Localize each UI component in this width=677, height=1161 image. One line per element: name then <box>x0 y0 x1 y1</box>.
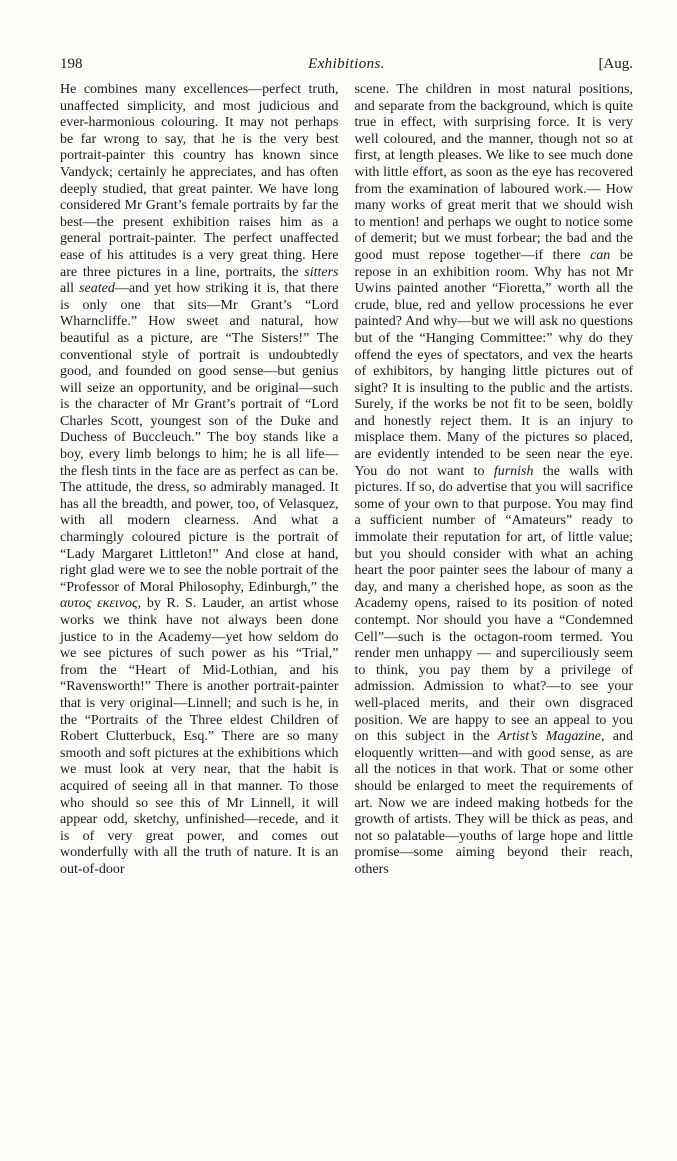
text-run: Artist’s Magazine <box>497 729 601 745</box>
text-run: , and eloquently written—and with good sense, as are all the notices in that work. That or some other should be enlarged to meet the requirements of art. Now we are indeed making hotbeds for the growth of artists. They will be thick as peas, and not so palatable—youths of large hope and little promise—some aiming beyond their reach, others <box>354 729 633 877</box>
text-run: furnish <box>493 463 534 479</box>
page-number: 198 <box>60 56 83 72</box>
text-run: be repose in an exhibition room. Why has not Mr Uwins painted another “Fioretta,” worth all the crude, blue, red and yellow processions he ever painted? And why—but we will ask no questions but of the “Hanging Committee:” why do they offend the eyes of spectators, and vex the hearts of exhibitors, by hanging little pictures out of sight? It is insulting to the public and the artists. Surely, if the works be not fit to be seen, boldly and honestly reject them. It is an injury to misplace them. Many of the pictures so placed, are evidently intended to be seen near the eye. You do not want to <box>354 247 633 479</box>
text-run: scene. The children in most natural positions, and separate from the background, which is quite true in effect, with surprising force. It is very well coloured, and the manner, though not so at first, at length pleases. We like to see much done with little effort, as soon as the eye has recovered from the examination of laboured work.— How many works of great merit that we should wish to mention! and perhaps we ought to notice some of demerit; but we must forbear; the bad and the good must repose together—if there <box>354 82 633 263</box>
text-run: αυτος εκεινος <box>60 596 138 612</box>
text-run: the walls with pictures. If so, do advertise that you will sacrifice some of your own to that purpose. You may find a sufficient number of “Amateurs” ready to immolate their reputation for art, of little value; but you should consider with what an aching heart the poor painter sees the labour of many a day, and many a cherished hope, as soon as the Academy opens, raised to its position of noted contempt. Nor should you have a “Condemned Cell”—such is the octagon-room termed. You render men unhappy — and superciliously seem to think, you pay them by a privilege of admission. Admission to what?—to see your well-placed merits, and their own disgraced position. We are happy to see an appeal to you on this subject in the <box>354 463 634 745</box>
text-run: He combines many excellences—perfect truth, unaffected simplicity, and most judicious and ever-harmonious colouring. It may not perhaps be far wrong to say, that he is the very best portrait-painter this country has known since Vandyck; certainly he appreciates, and has often deeply studied, that great painter. We have long considered Mr Grant’s female portraits by far the best—the present exhibition raises him as a general portrait-painter. The perfect unaffected ease of his attitudes is a very great thing. Here are three pictures in a line, portraits, the <box>60 82 339 280</box>
right-column <box>355 82 634 879</box>
text-columns <box>60 82 633 879</box>
page-header <box>60 56 633 73</box>
text-run: sitters <box>304 264 339 280</box>
left-column <box>60 82 339 879</box>
text-run: seated <box>79 281 115 297</box>
text-run: all <box>60 281 80 297</box>
date-marker: [Aug. <box>598 56 634 72</box>
text-run: —and yet how striking it is, that there is only one that sits—Mr Grant’s “Lord Wharncliffe.” How sweet and natural, how beautiful as a picture, are “The Sisters!” The conventional style of portrait is undoubtedly good, and founded on good sense—but genius will seize an opportunity, and be original—such is the character of Mr Grant’s portrait of “Lord Charles Scott, youngest son of the Duke and Duchess of Buccleuch.” The boy stands like a boy, every limb belongs to him; he is all life—the flesh tints in the face are as perfect as can be. The attitude, the dress, so admirably managed. It has all the breadth, and power, too, of Velasquez, with all modern clearness. And what a charmingly coloured picture is the portrait of “Lady Margaret Littleton!” And close at hand, right glad were we to see the noble portrait of the “Professor of Moral Philosophy, Edinburgh,” the <box>60 281 339 595</box>
text-run: , by R. S. Lauder, an artist whose works we think have not always been done justice to in the Academy—yet how seldom do we see pictures of such power as his “Trial,” from the “Heart of Mid-Lothian, and his “Ravensworth!” There is another portrait-painter that is very original—Linnell; and such is he, in the “Portraits of the Three eldest Children of Robert Clutterbuck, Esq.” There are so many smooth and soft pictures at the exhibitions which we must look at very near, that the habit is acquired of seeing all in that manner. To those who should so see this of Mr Linnell, it will appear odd, sketchy, unfinished—recede, and it is of very great power, and comes out wonderfully with all the truth of nature. It is an out-of-door <box>60 596 339 877</box>
text-run: can <box>590 247 611 263</box>
running-title: Exhibitions. <box>308 56 385 72</box>
